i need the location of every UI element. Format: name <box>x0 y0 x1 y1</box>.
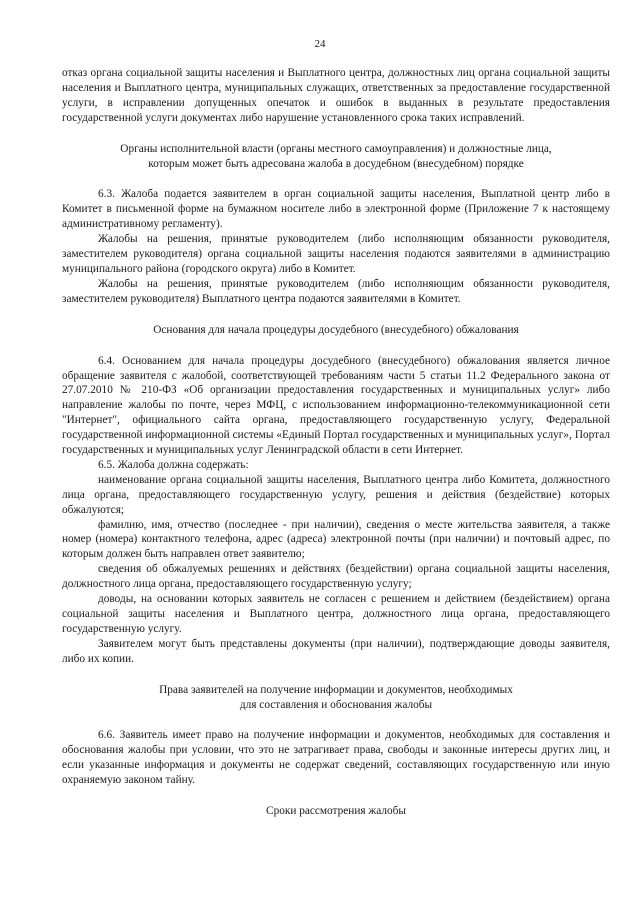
paragraph: Жалобы на решения, принятые руководителем (либо исполняющим обязанности руководителя, заместителем руководителя) Выплатного центра подаются заявителями в Комитет. <box>62 277 610 305</box>
section-heading-line: которым может быть адресована жалоба в досудебном (внесудебном) порядке <box>148 157 524 170</box>
section-heading <box>62 142 610 172</box>
paragraph: Жалобы на решения, принятые руководителем (либо исполняющим обязанности руководителя, заместителем руководителя) органа социальной защиты населения подаются заявителями в администрацию муниципального района (городского округа) либо в Комитет. <box>62 233 610 275</box>
section-heading <box>62 323 610 338</box>
paragraph: 6.6. Заявитель имеет право на получение информации и документов, необходимых для составления и обоснования жалобы при условии, что это не затрагивает права, свободы и законные интересы других лиц, и если указанные информация и документы не содержат сведений, составляющих государственную или иную охраняемую законом тайну. <box>62 729 610 787</box>
paragraph: фамилию, имя, отчество (последнее - при наличии), сведения о месте жительства заявителя, а также номер (номера) контактного телефона, адрес (адреса) электронной почты (при наличии) и почтовый адрес, по которым должен быть направлен ответ заявителю; <box>62 518 610 561</box>
section-heading-line: Органы исполнительной власти (органы местного самоуправления) и должностные лица, <box>120 142 552 155</box>
page-number: 24 <box>314 38 326 50</box>
paragraph: доводы, на основании которых заявитель не согласен с решением и действием (бездействием) органа социальной защиты населения и Выплатного центра, должностного лица органа, предоставляющего государственную услугу. <box>62 593 610 635</box>
section-heading-line: Основания для начала процедуры досудебного (внесудебного) обжалования <box>153 323 519 336</box>
section-heading-line: для составления и обоснования жалобы <box>239 698 433 711</box>
section-heading <box>62 683 610 713</box>
paragraph: наименование органа социальной защиты населения, Выплатного центра либо Комитета, должностного лица органа, предоставляющего государственную услугу, решения и действия (бездействие) которых обжалуются; <box>62 473 610 516</box>
paragraph: 6.3. Жалоба подается заявителем в орган социальной защиты населения, Выплатной центр либо в Комитет в письменной форме на бумажном носителе либо в электронной форме (Приложение 7 к настоящему административному регламенту). <box>62 188 610 231</box>
document-body <box>62 66 610 835</box>
paragraph: 6.5. Жалоба должна содержать: <box>98 458 249 471</box>
paragraph: Заявителем могут быть представлены документы (при наличии), подтверждающие доводы заявителя, либо их копии. <box>62 637 610 665</box>
paragraph: сведения об обжалуемых решениях и действиях (бездействии) органа социальной защиты населения, должностного лица органа, предоставляющего государственную услугу; <box>62 563 610 591</box>
section-heading-line: Права заявителей на получение информации и документов, необходимых <box>159 683 513 696</box>
section-heading <box>62 804 610 819</box>
section-heading-line: Сроки рассмотрения жалобы <box>266 805 406 818</box>
paragraph: 6.4. Основанием для начала процедуры досудебного (внесудебного) обжалования является личное обращение заявителя с жалобой, соответствующей требованиям части 5 статьи 11.2 Федерального закона от 27.07.2010 № 210-ФЗ «Об организации предоставления государственных и муниципальных услуг» либо направление жалобы по почте, через МФЦ, с использованием информационно-телекоммуникационной сети "Интернет", официального сайта органа, предоставляющего государственную услугу, Федеральной государственной информационной системы «Единый Портал государственных и муниципальных услуг», Портал государственных и муниципальных услуг Ленинградской области в сети Интернет. <box>62 354 610 457</box>
paragraph: отказ органа социальной защиты населения и Выплатного центра, должностных лиц органа социальной защиты населения и Выплатного центра, муниципальных служащих, ответственных за предоставление государственной услуги, в исправлении допущенных опечаток и ошибок в выданных в результате предоставления государственной услуги документах либо нарушение установленного срока таких исправлений. <box>62 67 610 124</box>
